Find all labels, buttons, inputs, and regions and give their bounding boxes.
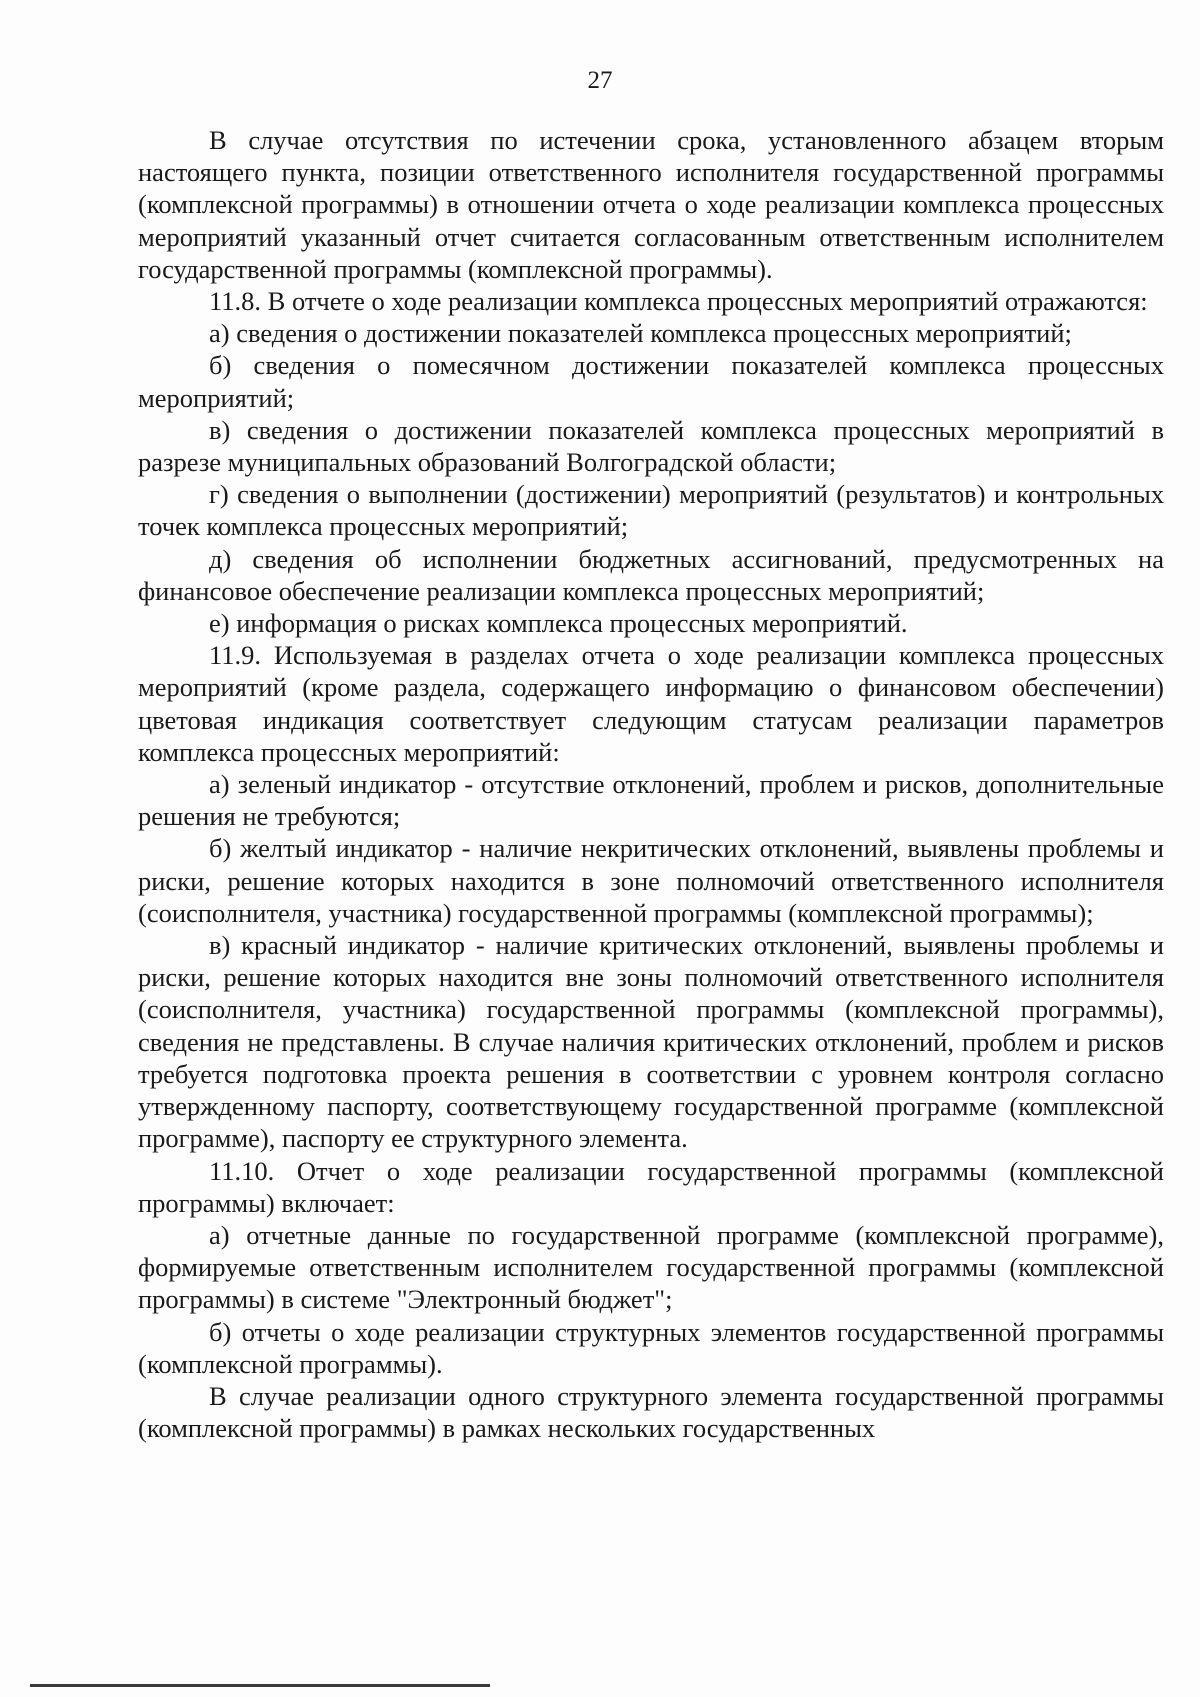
paragraph: 11.8. В отчете о ходе реализации комплекса процессных мероприятий отражаются: [209, 286, 1148, 317]
paragraph: а) сведения о достижении показателей комплекса процессных мероприятий; [209, 318, 1072, 349]
paragraph: б) сведения о помесячном достижении показателей комплекса процессных мероприятий; [138, 350, 1164, 413]
paragraph: 11.10. Отчет о ходе реализации государственной программы (комплексной программы) включает: [138, 1155, 1164, 1218]
paragraph: г) сведения о выполнении (достижении) мероприятий (результатов) и контрольных точек комплекса процессных мероприятий; [138, 479, 1164, 542]
paragraph: 11.9. Используемая в разделах отчета о ходе реализации комплекса процессных мероприятий (кроме раздела, содержащего информацию о финансовом обеспечении) цветовая индикация соответствует следующим статусам реализации параметров комплекса процессных мероприятий: [138, 640, 1164, 767]
paragraph: д) сведения об исполнении бюджетных ассигнований, предусмотренных на финансовое обеспечение реализации комплекса процессных мероприятий; [138, 543, 1164, 606]
scan-edge-line [30, 1684, 490, 1687]
paragraph: а) отчетные данные по государственной программе (комплексной программе), формируемые ответственным исполнителем государственной программы (комплексной программы) в системе "Электронный бюджет"; [138, 1219, 1164, 1315]
paragraph: б) желтый индикатор - наличие некритических отклонений, выявлены проблемы и риски, решение которых находится в зоне полномочий ответственного исполнителя (соисполнителя, участника) государственной программы (комплексной программы); [138, 833, 1164, 928]
paragraph: е) информация о рисках комплекса процессных мероприятий. [209, 608, 908, 639]
paragraph: б) отчеты о ходе реализации структурных элементов государственной программы (комплексной программы). [138, 1316, 1164, 1379]
paragraph: в) сведения о достижении показателей комплекса процессных мероприятий в разрезе муниципальных образований Волгоградской области; [138, 414, 1164, 478]
paragraph: в) красный индикатор - наличие критических отклонений, выявлены проблемы и риски, решение которых находится вне зоны полномочий ответственного исполнителя (соисполнителя, участника) государственной программы (комплексной программы), сведения не представлены. В случае наличия критических отклонений, проблем и рисков требуется подготовка проекта решения в соответствии с уровнем контроля согласно утвержденному паспорту, соответствующему государственной программе (комплексной программе), паспорту ее структурного элемента. [138, 930, 1164, 1154]
paragraph: В случае реализации одного структурного элемента государственной программы (комплексной программы) в рамках нескольких государственных [138, 1380, 1164, 1444]
document-body [138, 124, 1164, 1444]
paragraph: а) зеленый индикатор - отсутствие отклонений, проблем и рисков, дополнительные решения не требуются; [138, 769, 1164, 832]
page-number: 27 [587, 67, 613, 94]
paragraph: В случае отсутствия по истечении срока, установленного абзацем вторым настоящего пункта, позиции ответственного исполнителя государственной программы (комплексной программы) в отношении отчета о ходе реализации комплекса процессных мероприятий указанный отчет считается согласованным ответственным исполнителем государственной программы (комплексной программы). [138, 125, 1164, 284]
